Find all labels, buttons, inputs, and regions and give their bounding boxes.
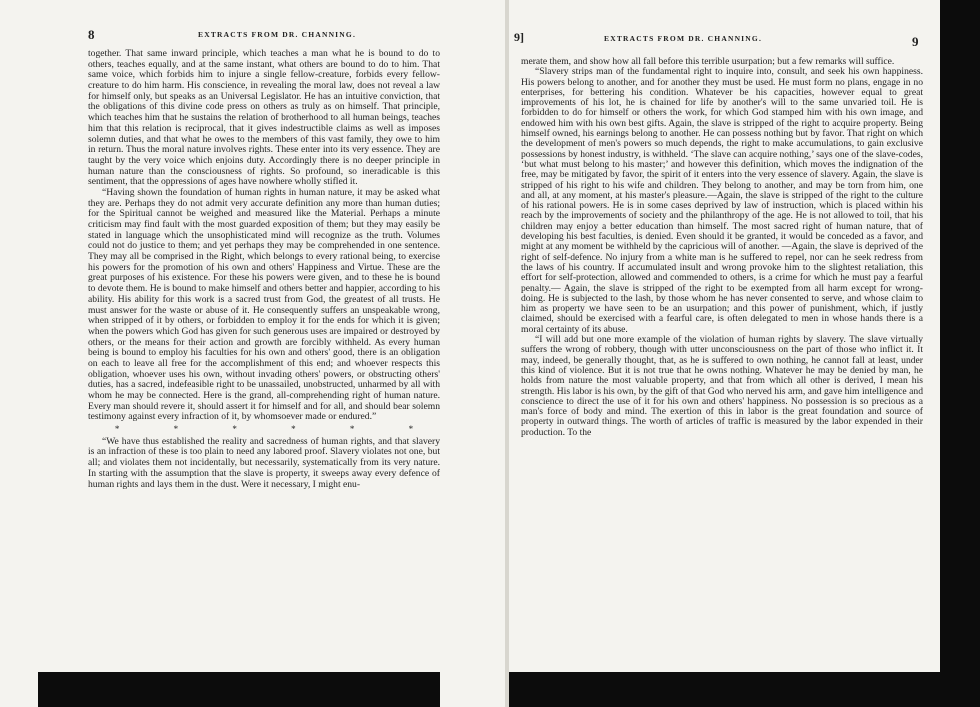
paragraph: merate them, and show how all fall before this terrible usurpation; but a few remarks will suffice. [521,56,895,67]
scan-edge-shadow [940,0,980,707]
paragraph: “We have thus established the reality and sacredness of human rights, and that slavery is an infraction of these is too plain to need any labored proof. Slavery violates not one, but all; and violates them not incidentally, but necessarily, systematically from its very nature. In starting with the assumption that the slave is property, it sweeps away every defence of human rights and lays them in the dust. Were it necessary, I might enu- [88,435,440,490]
paragraph: “I will add but one more example of the violation of human rights by slavery. The slave virtually suffers the wrong of robbery, though with utter unconsciousness on the part of those who inflict it. It may, indeed, be generally thought, that, as he is suffered to own nothing, he cannot fall at least, under this kind of violence. But it is not true that he owns nothing. Whatever he may be denied by man, he holds from nature the most valuable property, and that from which all other is derived, I mean his strength. His labor is his own, by the gift of that God who nerved his arm, and gave him intelligence and conscience to direct the use of it for his own and others' happiness. No possession is so precious as a man's force of body and mind. The exertion of this in labor is the great foundation and source of property in outward things. The worth of articles of traffic is measured by the labor expended in their production. To the [521,334,923,438]
right-page [509,0,940,707]
page-number-right: 9 [912,34,919,49]
page-number-left: 8 [88,27,95,42]
running-header-left: EXTRACTS FROM DR. CHANNING. [198,30,357,39]
running-header-right: EXTRACTS FROM DR. CHANNING. [604,34,763,43]
left-text-column [88,49,440,490]
page-marker: 9] [514,30,524,44]
scan-bottom-shadow-left [38,672,440,707]
paragraph: “Slavery strips man of the fundamental right to inquire into, consult, and seek his own happiness. His powers belong to another, and for another they must be used. He must form no plans, engage in no enterprises, for bettering his condition. Whatever be his capacities, however equal to great improvements of his lot, he is chained for life by another's will to the same unvaried toil. He is forbidden to do for himself or others the work, for which God stamped him with his own image, and endowed him with his own best gifts. Again, the slave is stripped of the right to acquire property. Being himself owned, his earnings belong to another. He can possess nothing but by favor. That right on which the development of men's powers so much depends, the right to make accumulations, to gain exclusive possessions by honest industry, is withheld. ‘The slave can acquire nothing,’ says one of the slave-codes, ‘but what must belong to his master;’ and however this definition, which moves the indignation of the free, may be mitigated by favor, the spirit of it enters into the very essence of slavery. Again, the slave is stripped of his right to his wife and children. They belong to another, and may be torn from him, one and all, at any moment, at his master's pleasure.—Again, the slave is stripped of the right to the culture of his rational powers. He is in some cases deprived by law of instruction, which is placed within his reach by the improvements of society and the philanthropy of the age. He is not allowed to toil, that his children may enjoy a better education than himself. The most sacred right of human nature, that of developing his best faculties, is denied. Even should it be granted, it would be conceded as a favor, and might at any moment be withheld by the capricious will of another. —Again, the slave is deprived of the right of self-defence. No injury from a white man is he suffered to repel, nor can he seek redress from the laws of his country. If accumulated insult and wrong provoke him to the slightest retaliation, this effort for self-protection, allowed and commended to others, is a crime for which he must pay a fearful penalty.— Again, the slave is stripped of the right to be exempted from all harm except for wrong-doing. He is subjected to the lash, by those whom he has never consented to serve, and whose claim to him as property we have seen to be an usurpation; and this power of punishment, which, if justly claimed, should be exercised with a fearful care, is often delegated to men in whose hands there is a moral certainty of its abuse. [521,66,923,335]
right-text-column [521,57,923,438]
paragraph: together. That same inward principle, which teaches a man what he is bound to do to others, teaches equally, and at the same instant, what others are bound to do to him. That same voice, which forbids him to injure a single fellow-creature, forbids every fellow-creature to do him harm. His conscience, in revealing the moral law, does not reveal a law for himself only, but speaks as an Universal Legislator. He has an intuitive conviction, that the obligations of this divine code press on others as truly as on himself. That principle, which teaches him that he sustains the relation of brotherhood to all human beings, teaches him that this relation is reciprocal, that it gives indestructible claims as well as imposes solemn duties, and that what he owes to the members of this vast family, they owe to him in return. Thus the moral nature involves rights. These enter into its very essence. They are taught by the very voice which enjoins duty. Accordingly there is no deeper principle in human nature than the consciousness of rights. So profound, so ineradicable is this sentiment, that the oppressions of ages have nowhere wholly stifled it. [88,48,440,188]
scan-bottom-shadow-right [509,672,940,707]
section-separator: * * * * * * [114,424,440,435]
paragraph: “Having shown the foundation of human rights in human nature, it may be asked what they are. Perhaps they do not admit very accurate definition any more than human duties; for the Spiritual cannot be weighed and measured like the Material. Perhaps a minute criticism may find fault with the most guarded exposition of them; but they may easily be stated in language which the unsophisticated mind will recognize as the truth. Volumes could not do justice to them; and yet perhaps they may be comprehended in one sentence. They may all be comprised in the Right, which belongs to every rational being, to exercise his powers for the promotion of his own and others' Happiness and Virtue. These are the great purposes of his existence. For these his powers were given, and to these he is bound to devote them. He is bound to make himself and others better and happier, according to his ability. His ability for this work is a sacred trust from God, the greatest of all trusts. He must answer for the waste or abuse of it. He consequently suffers an unspeakable wrong, when stripped of it by others, or forbidden to employ it for the ends for which it is given; when the powers which God has given for such generous uses are impaired or destroyed by others, or the means for their action and growth are forcibly withheld. As every human being is bound to employ his faculties for his own and others' good, there is an obligation on each to leave all free for the accomplishment of this end; and whoever respects this obligation, whoever uses his own, without invading others' powers, or obstructing others' duties, has a sacred, indefeasible right to be unassailed, unobstructed, unharmed by all with whom he may be connected. Here is the grand, all-comprehending right of human nature. Every man should revere it, should assert it for himself and for all, and should bear solemn testimony against every infraction of it, by whomsoever made or endured.” [88,186,440,423]
